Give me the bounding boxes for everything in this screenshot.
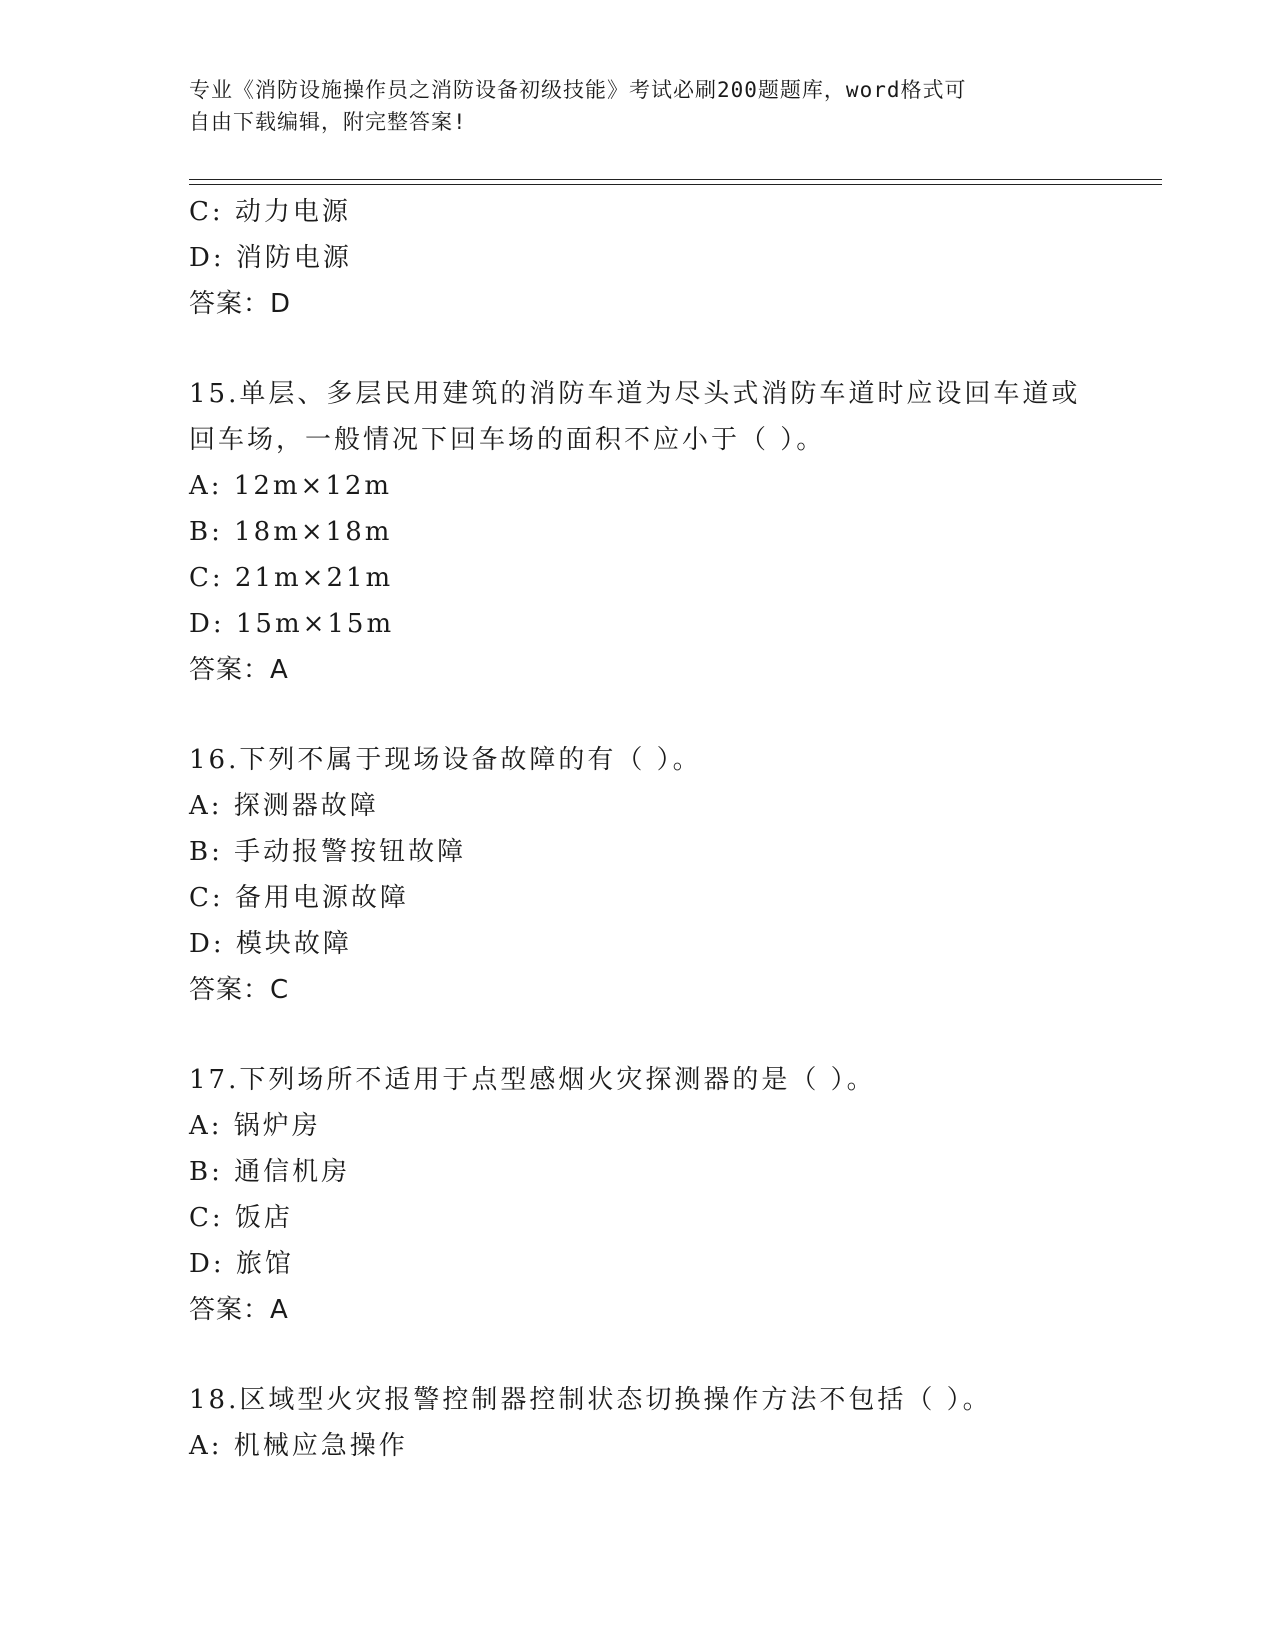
header-line-2: 自由下载编辑，附完整答案!	[189, 110, 467, 134]
option-b: B: 18m×18m	[189, 517, 393, 547]
spacer	[189, 1333, 1119, 1377]
option-a: A: 12m×12m	[189, 471, 393, 501]
header-divider-bottom	[189, 184, 1162, 185]
answer-line: 答案：D	[189, 289, 292, 319]
question-stem-line-1: 15.单层、多层民用建筑的消防车道为尽头式消防车道时应设回车道或	[189, 379, 1081, 409]
option-a: A: 探测器故障	[189, 791, 379, 821]
option-d: D: 旅馆	[189, 1249, 294, 1279]
option-c: C: 备用电源故障	[189, 883, 409, 913]
question-stem: 17.下列场所不适用于点型感烟火灾探测器的是（ ）。	[189, 1065, 876, 1095]
question-14-tail	[189, 189, 1119, 327]
option-d: D: 模块故障	[189, 929, 352, 959]
answer-line: 答案：C	[189, 975, 290, 1005]
answer-line: 答案：A	[189, 1295, 289, 1325]
question-17	[189, 1057, 1119, 1333]
option-c: C: 动力电源	[189, 197, 351, 227]
option-d: D: 消防电源	[189, 243, 352, 273]
spacer	[189, 327, 1119, 371]
option-d: D: 15m×15m	[189, 609, 395, 639]
answer-line: 答案：A	[189, 655, 289, 685]
question-stem: 16.下列不属于现场设备故障的有（ ）。	[189, 745, 702, 775]
question-15	[189, 371, 1119, 693]
spacer	[189, 1013, 1119, 1057]
document-header	[189, 74, 1069, 138]
question-stem: 18.区域型火灾报警控制器控制状态切换操作方法不包括（ ）。	[189, 1385, 992, 1415]
option-c: C: 饭店	[189, 1203, 293, 1233]
header-line-1: 专业《消防设施操作员之消防设备初级技能》考试必刷200题题库，word格式可	[189, 78, 967, 102]
option-a: A: 锅炉房	[189, 1111, 321, 1141]
option-b: B: 手动报警按钮故障	[189, 837, 467, 867]
question-stem-line-2: 回车场，一般情况下回车场的面积不应小于（ ）。	[189, 425, 826, 455]
question-18	[189, 1377, 1119, 1469]
option-c: C: 21m×21m	[189, 563, 394, 593]
option-a: A: 机械应急操作	[189, 1431, 408, 1461]
option-b: B: 通信机房	[189, 1157, 351, 1187]
question-list	[189, 189, 1119, 1469]
spacer	[189, 693, 1119, 737]
question-16	[189, 737, 1119, 1013]
header-divider-top	[189, 179, 1162, 180]
